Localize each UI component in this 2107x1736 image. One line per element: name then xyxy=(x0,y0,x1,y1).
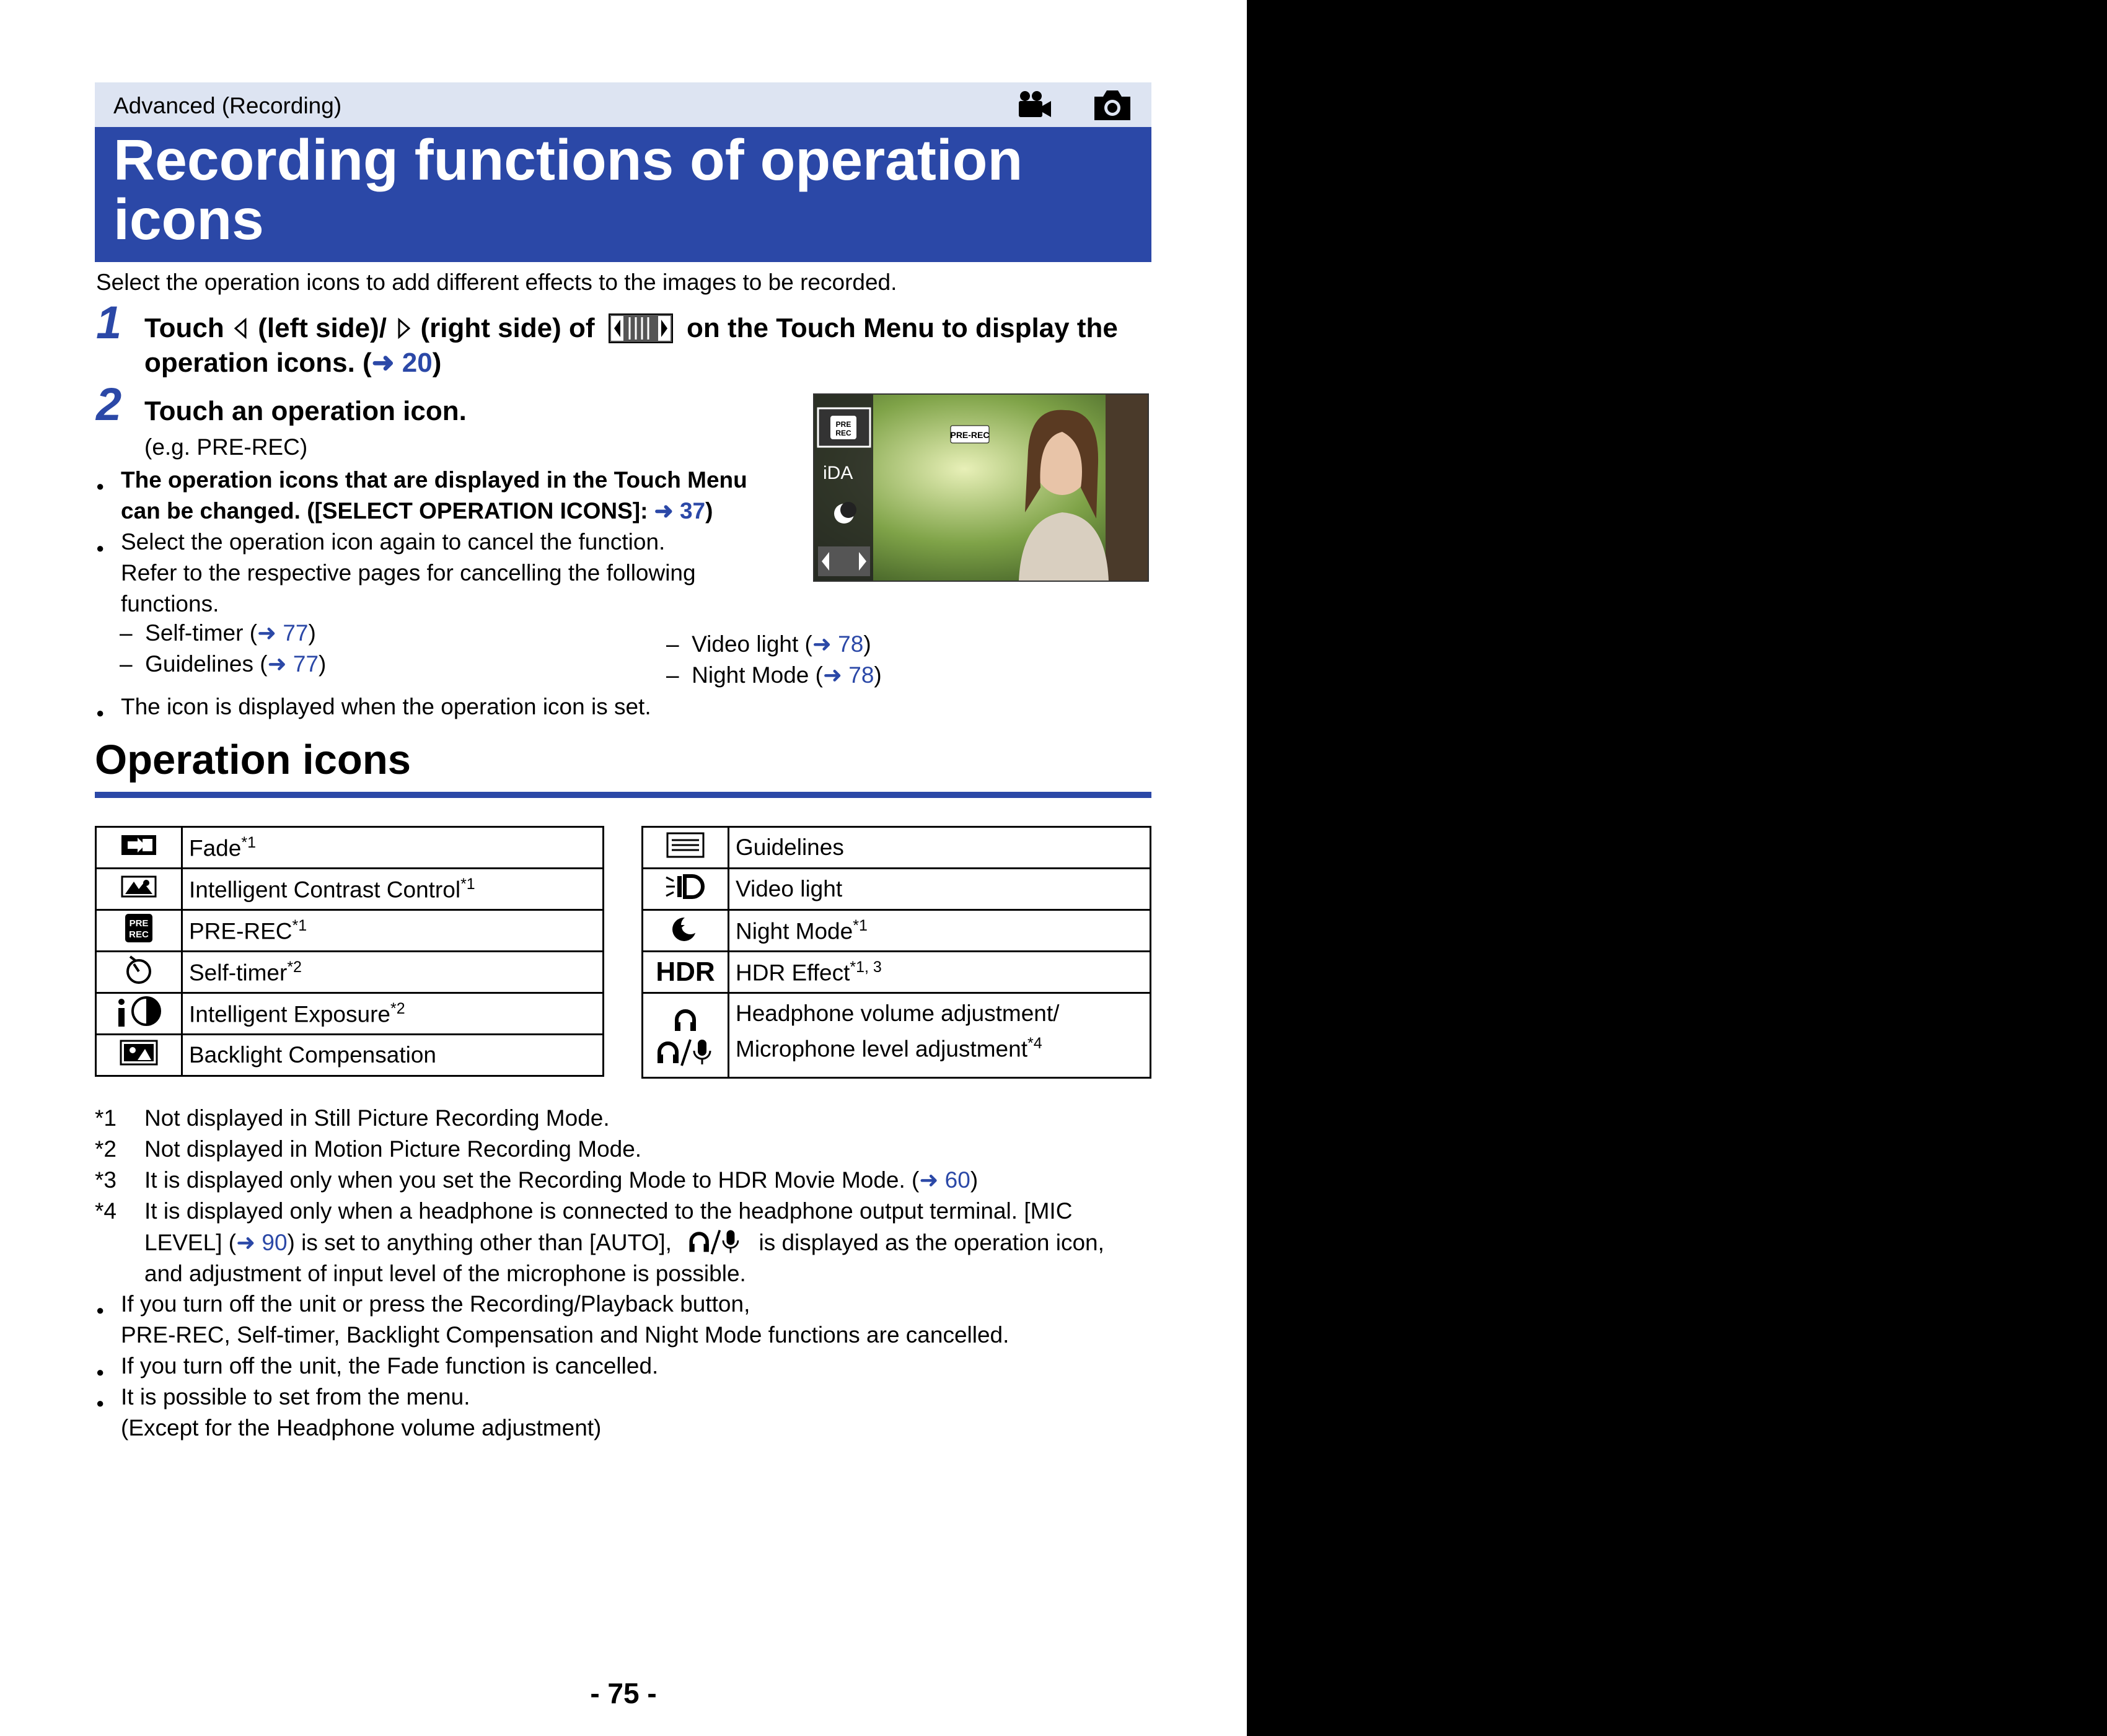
table-row: Intelligent Exposure$^{*2}$ xyxy=(96,993,604,1035)
bullet-select-icons: ● The operation icons that are displayed in the Touch Menu can be changed. ([SELECT OPERATION ICONS]: ➜ 37) xyxy=(121,465,803,527)
footnote-4: *4 xyxy=(95,1198,117,1224)
intelligent-contrast-icon xyxy=(120,874,157,899)
headphone-icon xyxy=(672,1006,699,1033)
table-row: Backlight Compensation xyxy=(96,1035,604,1076)
step-1-number: 1 xyxy=(96,297,122,348)
page-ref-78b[interactable]: ➜ 78 xyxy=(822,662,874,688)
footnote-4-text: It is displayed only when a headphone is connected to the headphone output terminal. [MIC LEVEL] (➜ 90) is set to anything other than [AUTO], is displayed as the operation icon, and adjustment of input level of the microphone is possible. xyxy=(144,1198,1104,1286)
screen-pre-label: PRE xyxy=(835,420,851,429)
svg-text:REC: REC xyxy=(129,929,149,940)
headphone-mic-inline-icon xyxy=(684,1227,746,1256)
hdr-icon: HDR xyxy=(643,952,729,993)
note-power-off: ● If you turn off the unit or press the Recording/Playback button, PRE-REC, Self-timer, Backlight Compensation and Night Mode functions are cancelled. xyxy=(121,1289,1137,1351)
footnote-2: *2 xyxy=(95,1136,117,1162)
right-arrow-icon xyxy=(394,317,413,340)
table-row: Intelligent Contrast Control$^{*1}$ xyxy=(96,869,604,910)
table-row: Fade$^{*1}$ xyxy=(96,827,604,869)
camera-icon xyxy=(1092,88,1133,123)
page-ref-90[interactable]: ➜ 90 xyxy=(236,1230,288,1255)
page-ref-77b[interactable]: ➜ 77 xyxy=(267,651,319,677)
operation-icons-table-left xyxy=(95,826,604,1077)
section-heading-operation-icons: Operation icons xyxy=(95,737,411,783)
self-timer-icon xyxy=(120,954,157,985)
page-ref-77a[interactable]: ➜ 77 xyxy=(257,620,309,646)
page-ref-20[interactable]: ➜ 20 xyxy=(371,348,433,378)
bullet-icon-displayed: ● The icon is displayed when the operation icon is set. xyxy=(121,691,651,722)
ref-video-light: – Video light (➜ 78) xyxy=(666,631,871,657)
movie-camera-icon xyxy=(1016,90,1054,121)
page-number: - 75 - xyxy=(590,1677,657,1709)
step-1-text: Touch (left side)/ (right side) of on the Touch Menu to display the operation icons. (➜ 20) xyxy=(144,313,1118,378)
guidelines-icon xyxy=(666,831,705,859)
ref-guidelines: – Guidelines (➜ 77) xyxy=(120,651,327,677)
left-arrow-icon xyxy=(232,317,250,340)
table-row: Guidelines xyxy=(643,827,1151,869)
heading-rule xyxy=(95,792,1151,798)
table-row: HDR HDR Effect$^{*1, 3}$ xyxy=(643,952,1151,993)
footnote-1-text: Not displayed in Still Picture Recording Mode. xyxy=(144,1105,610,1131)
screen-prerec-badge: PRE-REC xyxy=(950,430,990,440)
footnote-3: *3 xyxy=(95,1167,117,1193)
screen-ida-label: iDA xyxy=(823,463,853,483)
icon-scroll-bar-icon xyxy=(609,313,673,343)
table-row: Self-timer$^{*2}$ xyxy=(96,952,604,993)
svg-text:PRE: PRE xyxy=(129,918,149,929)
backlight-icon xyxy=(119,1039,159,1066)
intro-text: Select the operation icons to add different effects to the images to be recorded. xyxy=(96,270,897,295)
table-row: Headphone volume adjustment/ Microphone level adjustment$^{*4}$ xyxy=(643,993,1151,1078)
page-ref-78a[interactable]: ➜ 78 xyxy=(812,631,864,657)
page-title: Recording functions of operation icons xyxy=(113,128,1023,252)
table-row: Video light xyxy=(643,869,1151,910)
camera-screen-image xyxy=(814,395,1148,581)
note-menu: ● It is possible to set from the menu. (Except for the Headphone volume adjustment) xyxy=(121,1382,601,1444)
step-2-example: (e.g. PRE-REC) xyxy=(144,434,308,460)
table-row: Night Mode$^{*1}$ xyxy=(643,910,1151,952)
page-ref-60[interactable]: ➜ 60 xyxy=(919,1167,970,1193)
operation-icons-table-right xyxy=(641,826,1151,1079)
headphone-mic-icon xyxy=(654,1036,716,1068)
screen-illustration xyxy=(813,393,1149,582)
step-2-text: Touch an operation icon. xyxy=(144,396,467,426)
note-fade-cancel: ● If you turn off the unit, the Fade function is cancelled. xyxy=(121,1351,658,1382)
screen-rec-label: REC xyxy=(835,429,851,437)
fade-icon xyxy=(120,833,157,857)
footnote-1: *1 xyxy=(95,1105,117,1131)
table-row: PRE REC PRE-REC$^{*1}$ xyxy=(96,910,604,952)
step-2-number: 2 xyxy=(96,379,122,430)
footnote-3-text: It is displayed only when you set the Recording Mode to HDR Movie Mode. (➜ 60) xyxy=(144,1167,979,1193)
pre-rec-icon xyxy=(120,913,157,944)
section-label: Advanced (Recording) xyxy=(113,93,342,118)
night-mode-icon xyxy=(667,913,704,944)
page-ref-37[interactable]: ➜ 37 xyxy=(654,498,706,524)
bullet-cancel: ● Select the operation icon again to cancel the function. Refer to the respective pages for cancelling the following functions. xyxy=(121,527,803,620)
footnote-2-text: Not displayed in Motion Picture Recording Mode. xyxy=(144,1136,642,1162)
ref-self-timer: – Self-timer (➜ 77) xyxy=(120,620,316,646)
video-light-icon xyxy=(664,872,707,901)
intelligent-exposure-icon xyxy=(114,994,164,1028)
ref-night-mode: – Night Mode (➜ 78) xyxy=(666,662,882,688)
